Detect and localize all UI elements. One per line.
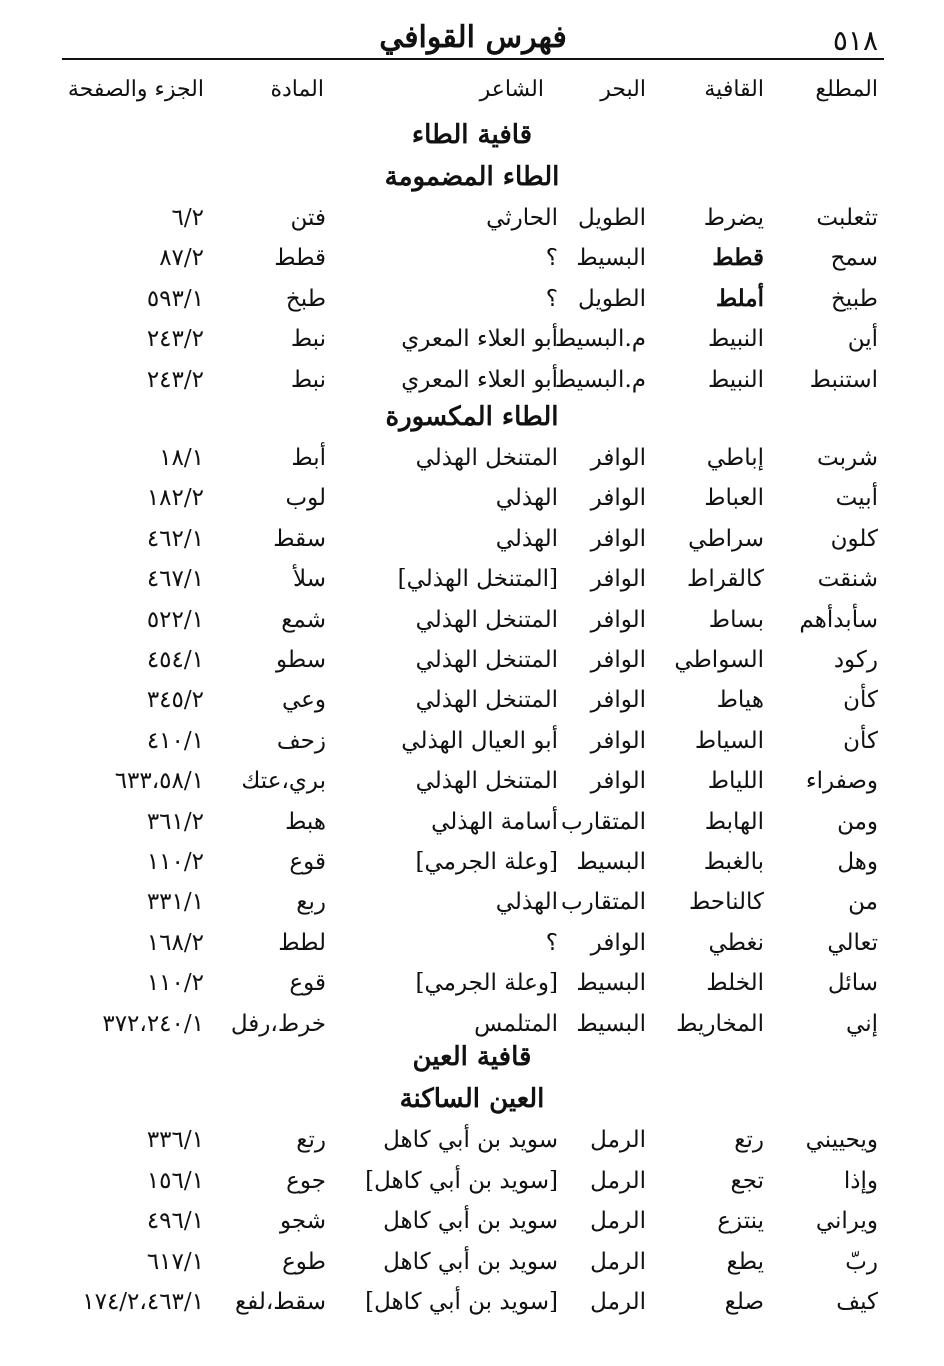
cell-root: سقط [273,526,326,552]
cell-opening: وهل [837,849,878,875]
cell-ref: ١١٠/٢ [146,970,204,996]
cell-root: جوع [286,1168,326,1194]
cell-ref: ١٥٦/١ [146,1168,204,1194]
page-header [62,18,884,60]
cell-opening: استنبط [809,367,878,393]
cell-meter: الرمل [590,1168,646,1194]
index-row [0,927,944,961]
cell-opening: من [848,889,878,915]
cell-meter: الوافر [590,930,646,956]
index-row [0,364,944,398]
cell-meter: البسيط [576,970,646,996]
cell-poet: أبو العلاء المعري [401,367,558,393]
cell-ref: ٤٥٤/١ [146,647,204,673]
cell-meter: الرمل [590,1208,646,1234]
cell-meter: الوافر [590,768,646,794]
cell-opening: تعالي [827,930,878,956]
cell-poet: المتنخل الهذلي [415,607,558,633]
cell-ref: ٣٦١/٢ [146,809,204,835]
cell-poet: الهذلي [495,485,558,511]
cell-meter: الرمل [590,1127,646,1153]
index-row [0,765,944,799]
cell-root: هبط [285,809,326,835]
cell-root: طبخ [285,286,326,312]
cell-poet: ؟ [545,245,558,271]
cell-rhyme: كالناحط [689,889,764,915]
cell-root: زحف [276,728,326,754]
index-row [0,1124,944,1158]
cell-rhyme: اللياط [707,768,764,794]
cell-ref: ٥٩٣/١ [146,286,204,312]
column-header-ref: الجزء والصفحة [67,77,204,102]
cell-rhyme: نغطي [708,930,764,956]
cell-rhyme: ينتزع [717,1208,764,1234]
column-header-root: المادة [270,77,324,102]
cell-root: شمع [281,607,326,633]
column-header-poet: الشاعر [479,77,544,102]
index-row [0,1008,944,1042]
cell-rhyme: يضرط [703,205,764,231]
subsection-heading: الطاء المكسورة [385,402,559,432]
cell-root: لوب [285,485,326,511]
running-title: فهرس القوافي [379,20,567,55]
cell-rhyme: النبيط [707,367,764,393]
cell-poet: ؟ [545,930,558,956]
page-number: ٥١٨ [832,24,878,57]
cell-poet: [سويد بن أبي كاهل] [365,1168,558,1194]
cell-opening: كلون [830,526,878,552]
section-heading: قافية الطاء [411,120,533,150]
index-row [0,684,944,718]
cell-root: سلأ [293,566,326,592]
index-row [0,482,944,516]
cell-rhyme: بساط [708,607,764,633]
cell-root: سطو [275,647,326,673]
cell-meter: الوافر [590,728,646,754]
cell-rhyme: كالقراط [687,566,764,592]
index-row [0,323,944,357]
index-row [0,967,944,1001]
cell-opening: طبيخ [830,286,878,312]
cell-meter: البسيط [576,849,646,875]
cell-ref: ٣٤٥/٢ [146,687,204,713]
cell-rhyme: رتع [734,1127,764,1153]
cell-rhyme: أملط [715,285,764,312]
cell-rhyme: بالغبط [703,849,764,875]
subsection-heading: العين الساكنة [399,1084,545,1114]
cell-meter: البسيط [576,245,646,271]
cell-opening: ركود [833,647,878,673]
cell-meter: الطويل [578,205,646,231]
index-row [0,1165,944,1199]
cell-poet: سويد بن أبي كاهل [383,1127,558,1153]
cell-opening: كأن [843,687,878,713]
cell-poet: المتنخل الهذلي [415,687,558,713]
cell-ref: ١١٠/٢ [146,849,204,875]
cell-root: سقط،لفع [234,1289,326,1315]
cell-opening: وإذا [843,1168,878,1194]
cell-poet: سويد بن أبي كاهل [383,1249,558,1275]
cell-ref: ٤٦٢/١ [146,526,204,552]
cell-ref: ٢٤٣/٢ [146,326,204,352]
cell-opening: ومن [837,809,878,835]
cell-rhyme: السواطي [674,647,764,673]
index-row [0,1246,944,1280]
cell-opening: ربّ [845,1249,878,1275]
column-header-rhyme: القافية [704,77,764,102]
subsection-heading: الطاء المضمومة [384,162,560,192]
cell-root: نبط [290,326,326,352]
cell-meter: الوافر [590,647,646,673]
header-rule [62,58,884,60]
index-row [0,202,944,236]
cell-meter: الوافر [590,526,646,552]
cell-meter: الوافر [590,607,646,633]
cell-meter: المتقارب [560,889,646,915]
cell-ref: ٤١٠/١ [146,728,204,754]
cell-rhyme: إباطي [706,445,764,471]
cell-ref: ٤٩٦/١ [146,1208,204,1234]
cell-ref: ١٧٤/٢،٤٦٣/١ [82,1289,204,1315]
cell-opening: أبيت [835,485,878,511]
cell-poet: المتنخل الهذلي [415,445,558,471]
index-row [0,1286,944,1320]
cell-rhyme: الهابط [704,809,764,835]
cell-rhyme: صلع [724,1289,764,1315]
cell-rhyme: تجع [730,1168,764,1194]
cell-meter: الوافر [590,485,646,511]
cell-meter: الرمل [590,1249,646,1275]
cell-poet: أبو العلاء المعري [401,326,558,352]
index-row [0,725,944,759]
cell-ref: ٣٣٦/١ [146,1127,204,1153]
column-header-meter: البحر [600,77,646,102]
cell-opening: أين [847,326,878,352]
cell-poet: أسامة الهذلي [431,809,558,835]
cell-poet: [وعلة الجرمي] [415,849,558,875]
index-row [0,846,944,880]
cell-poet: أبو العيال الهذلي [401,728,558,754]
cell-root: أبط [291,445,326,471]
cell-ref: ١٦٨/٢ [146,930,204,956]
cell-rhyme: السياط [694,728,764,754]
cell-meter: الطويل [578,286,646,312]
cell-opening: سائل [827,970,878,996]
cell-poet: المتلمس [474,1011,558,1037]
cell-meter: الوافر [590,687,646,713]
cell-root: شجو [280,1208,326,1234]
index-row [0,806,944,840]
index-row [0,604,944,638]
index-row [0,242,944,276]
cell-opening: وصفراء [805,768,878,794]
cell-poet: [المتنخل الهذلي] [397,566,558,592]
cell-rhyme: العباط [704,485,764,511]
cell-root: لطط [278,930,326,956]
cell-ref: ٨٧/٢ [159,245,204,271]
cell-opening: شنقت [817,566,878,592]
column-header-opening: المطلع [815,77,878,102]
cell-meter: البسيط [576,1011,646,1037]
cell-poet: الحارثي [486,205,558,231]
cell-ref: ٦٣٣،٥٨/١ [114,768,204,794]
cell-root: طوع [282,1249,326,1275]
cell-rhyme: النبيط [707,326,764,352]
cell-ref: ٣٧٢،٢٤٠/١ [102,1011,204,1037]
cell-opening: كأن [843,728,878,754]
index-row [0,283,944,317]
cell-root: قطط [274,245,326,271]
cell-opening: إني [846,1011,878,1037]
cell-opening: ويحييني [805,1127,878,1153]
cell-meter: م.البسيط [554,326,646,352]
cell-poet: سويد بن أبي كاهل [383,1208,558,1234]
cell-ref: ٢٤٣/٢ [146,367,204,393]
index-row [0,563,944,597]
cell-rhyme: الخلط [706,970,764,996]
cell-ref: ٦١٧/١ [146,1249,204,1275]
cell-root: نبط [290,367,326,393]
cell-meter: الوافر [590,566,646,592]
cell-poet: [سويد بن أبي كاهل] [365,1289,558,1315]
cell-root: بري،عتك [241,768,326,794]
cell-ref: ٤٦٧/١ [146,566,204,592]
cell-ref: ٦/٢ [171,205,204,231]
cell-poet: الهذلي [495,526,558,552]
index-row [0,644,944,678]
cell-poet: المتنخل الهذلي [415,768,558,794]
cell-opening: سأبدأهم [799,607,878,633]
cell-ref: ١٨/١ [159,445,204,471]
cell-root: قوع [289,849,326,875]
cell-meter: الوافر [590,445,646,471]
index-row [0,1205,944,1239]
cell-rhyme: هياط [716,687,764,713]
index-row [0,886,944,920]
cell-root: فتن [290,205,326,231]
cell-root: وعي [281,687,326,713]
cell-root: ربع [296,889,326,915]
cell-ref: ٥٢٢/١ [146,607,204,633]
cell-rhyme: قطط [712,244,764,271]
cell-opening: سمح [830,245,878,271]
cell-root: رتع [296,1127,326,1153]
cell-opening: شربت [817,445,878,471]
cell-poet: ؟ [545,286,558,312]
cell-root: قوع [289,970,326,996]
cell-opening: تثعلبت [816,205,878,231]
cell-poet: [وعلة الجرمي] [415,970,558,996]
cell-ref: ٣٣١/١ [146,889,204,915]
cell-rhyme: سراطي [688,526,764,552]
cell-root: خرط،رفل [230,1011,326,1037]
index-row [0,523,944,557]
cell-rhyme: المخاريط [676,1011,764,1037]
index-row [0,442,944,476]
cell-meter: الرمل [590,1289,646,1315]
cell-opening: كيف [836,1289,878,1315]
section-heading: قافية العين [412,1042,532,1072]
cell-ref: ١٨٢/٢ [146,485,204,511]
cell-poet: الهذلي [495,889,558,915]
cell-meter: المتقارب [560,809,646,835]
cell-opening: ويراني [815,1208,878,1234]
cell-poet: المتنخل الهذلي [415,647,558,673]
cell-rhyme: يطع [726,1249,764,1275]
cell-meter: م.البسيط [554,367,646,393]
